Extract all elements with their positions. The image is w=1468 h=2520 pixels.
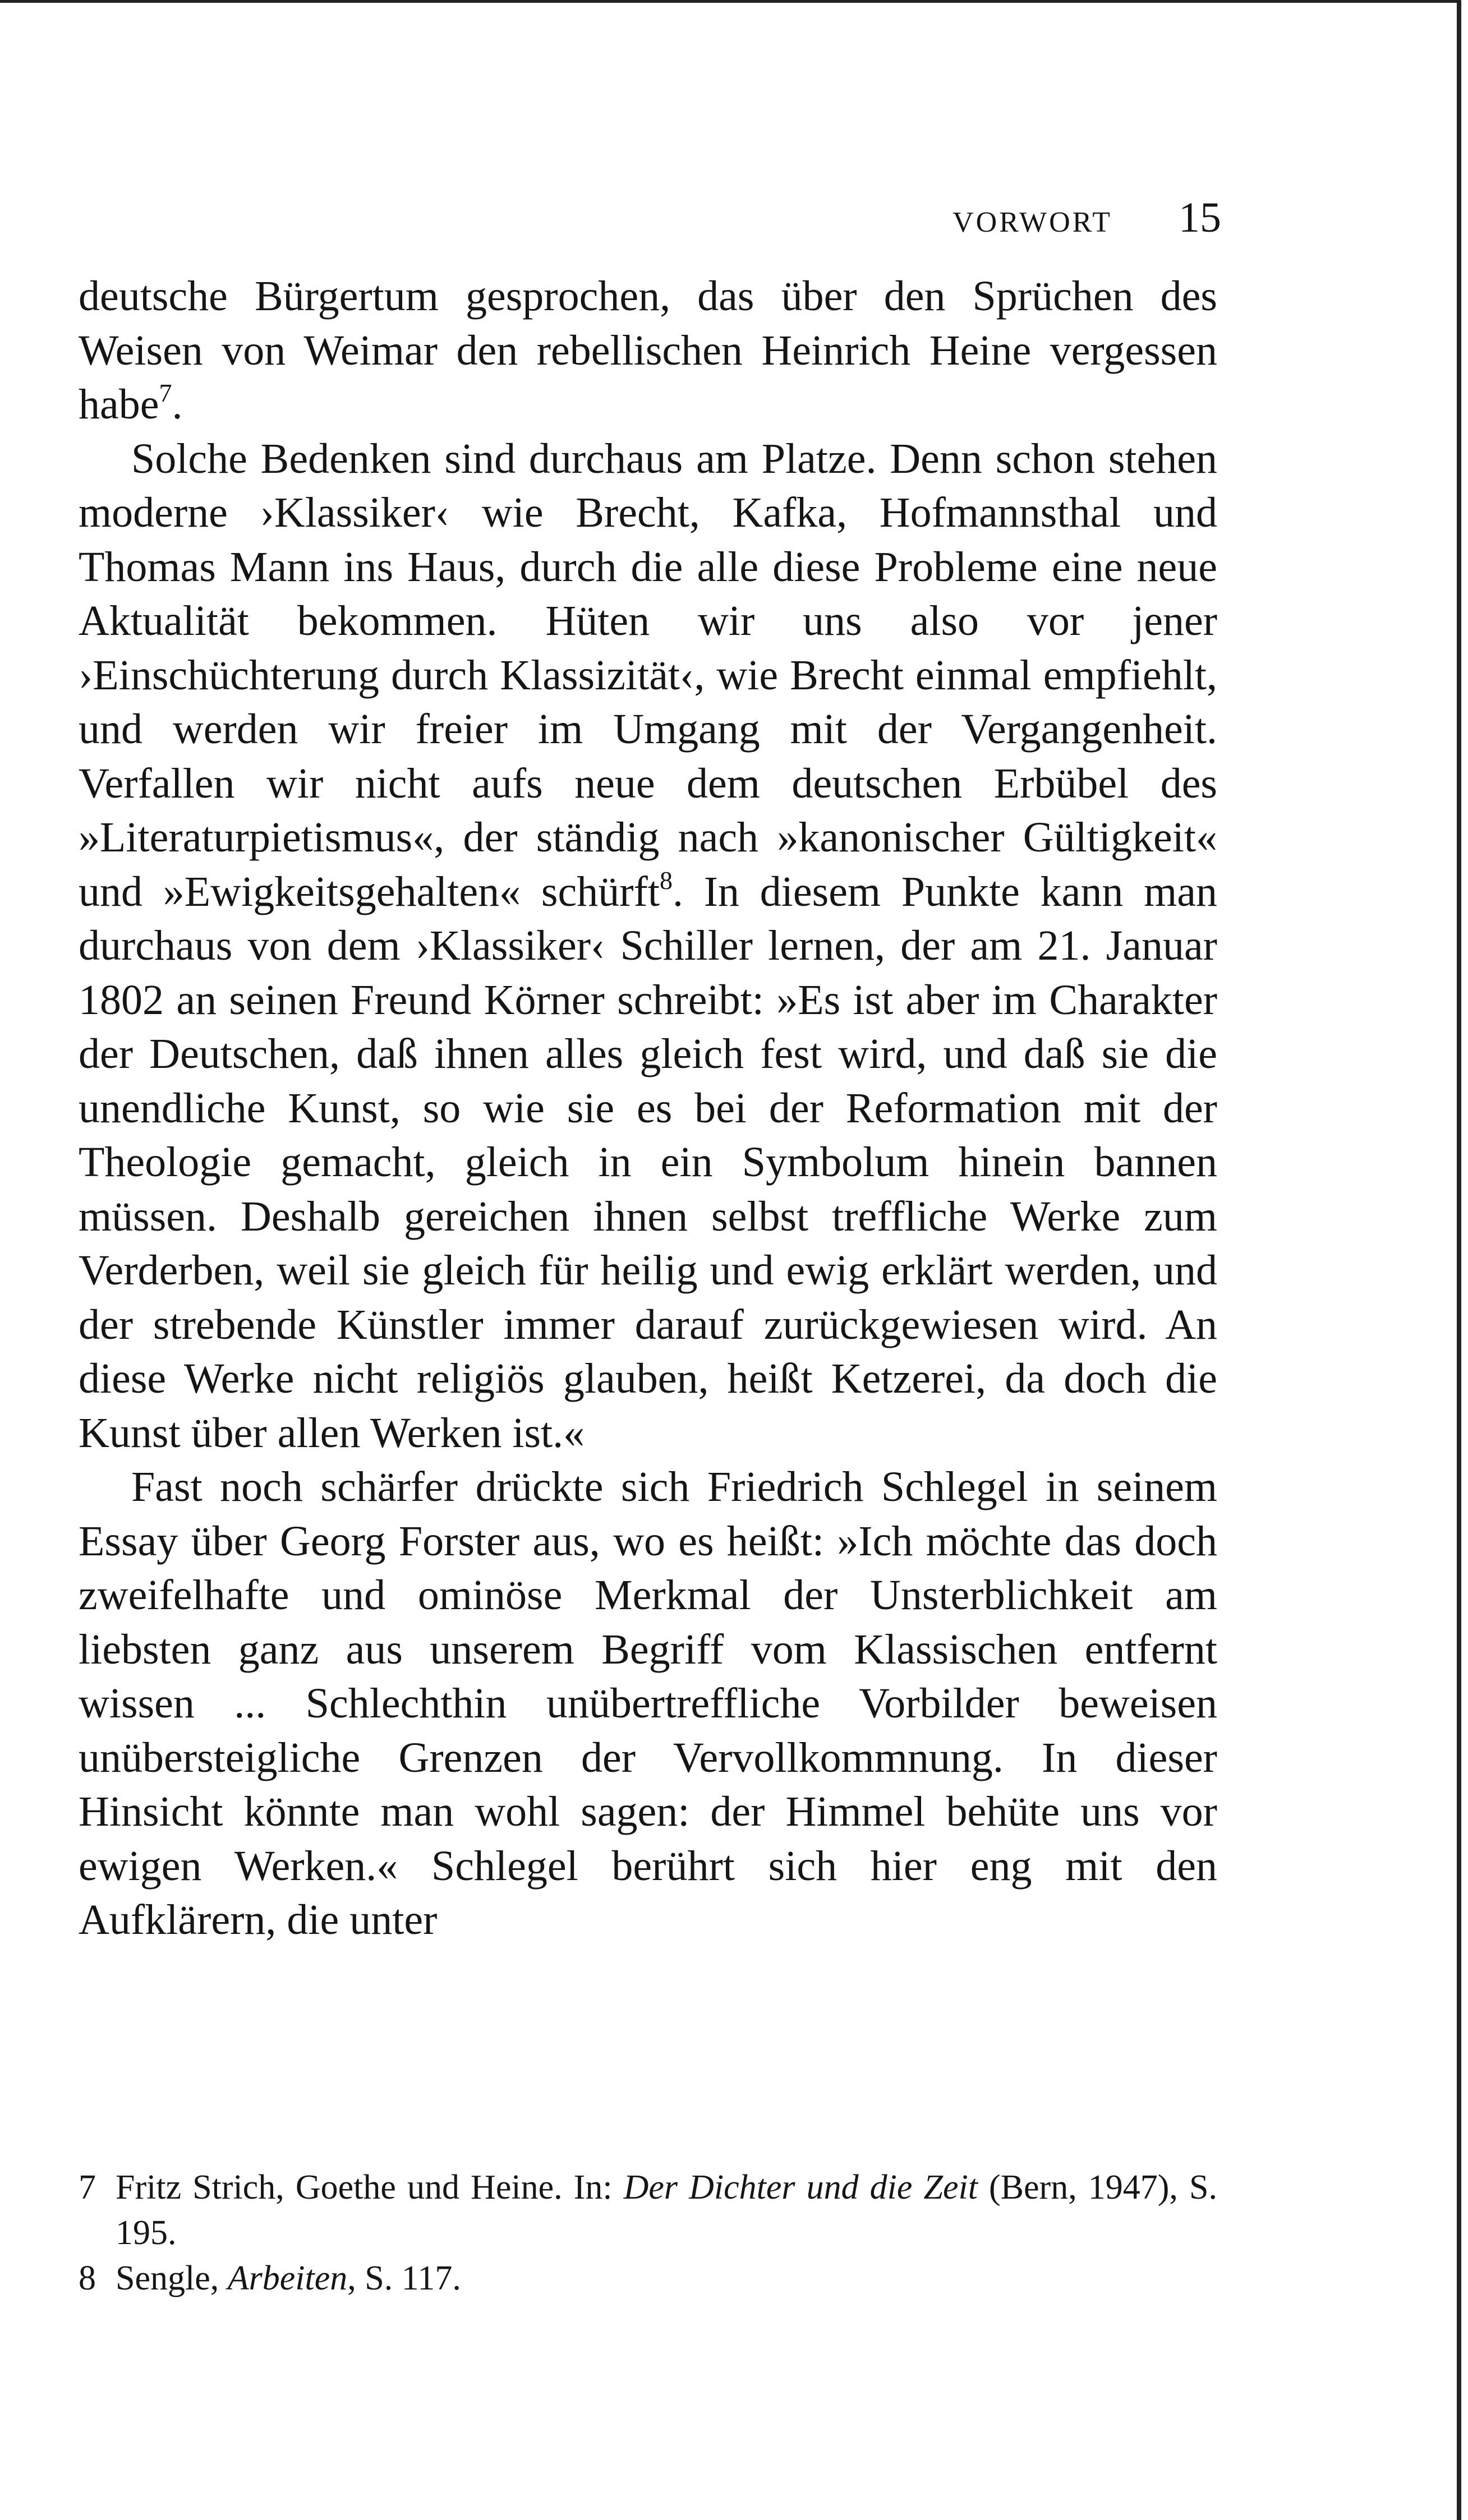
running-head [952, 194, 1221, 242]
footnote-ref-7: 7 [159, 379, 172, 407]
footnote-text: Fritz Strich, Goethe und Heine. In: [116, 2168, 624, 2206]
paragraph-1-tail: . [172, 381, 183, 428]
footnote-number: 7 [79, 2168, 96, 2206]
footnotes [79, 2165, 1217, 2301]
footnote-text-end: , S. 117. [347, 2259, 461, 2297]
paragraph-1 [79, 269, 1217, 432]
paragraph-2-text: Solche Bedenken sind durchaus am Platze. Denn schon stehen moderne ›Klassiker‹ wie Brecht, Kafka, Hofmannsthal und Thomas Mann ins Haus, durch die alle diese Probleme eine neue Aktualität bekommen. Hüten wir uns also vor jener ›Einschüchterung durch Klassizität‹, wie Brecht einmal empfiehlt, und werden wir freier im Umgang mit der Vergangenheit. Verfallen wir nicht aufs neue dem deutschen Erbübel des »Literaturpietismus«, der ständig nach »kanonischer Gültigkeit« und »Ewigkeitsgehalten« schürft [79, 435, 1217, 915]
running-title: VORWORT [952, 206, 1112, 238]
body-text [79, 269, 1217, 1947]
paragraph-1-text: deutsche Bürgertum gesprochen, das über den Sprüchen des Weisen von Weimar den rebellischen Heinrich Heine vergessen habe [79, 273, 1217, 428]
footnote-work-title: Arbeiten [227, 2259, 348, 2297]
footnote-number: 8 [79, 2259, 96, 2297]
page-number: 15 [1179, 194, 1221, 241]
paragraph-2-tail: . In diesem Punkte kann man durchaus von dem ›Klassiker‹ Schiller lernen, der am 21. Januar 1802 an seinen Freund Körner schreibt: »Es ist aber im Charakter der Deutschen, daß ihnen alles gleich fest wird, und daß sie die unendliche Kunst, so wie sie es bei der Reformation mit der Theologie gemacht, gleich in ein Symbolum hinein bannen müssen. Deshalb gereichen ihnen selbst treffliche Werke zum Verderben, weil sie gleich für heilig und ewig erklärt werden, und der strebende Künstler immer darauf zurückgewiesen wird. An diese Werke nicht religiös glauben, heißt Ketzerei, da doch die Kunst über allen Werken ist.« [79, 868, 1218, 1457]
paragraph-2 [79, 432, 1217, 1461]
footnote-7 [79, 2165, 1217, 2256]
footnote-work-title: Der Dichter und die Zeit [623, 2168, 978, 2206]
footnote-ref-8: 8 [659, 865, 673, 895]
footnote-text: Sengle, [116, 2259, 228, 2297]
footnote-text-end: (Bern, 1947), S. 195. [116, 2168, 1217, 2252]
paragraph-3-text: Fast noch schärfer drückte sich Friedrich Schlegel in seinem Essay über Georg Forster aus, wo es heißt: »Ich möchte das doch zweifelhafte und ominöse Merkmal der Unsterblichkeit am liebsten ganz aus unserem Begriff vom Klassischen entfernt wissen ... Schlechthin unübertreffliche Vorbilder beweisen unübersteigliche Grenzen der Vervollkommnung. In dieser Hinsicht könnte man wohl sagen: der Himmel behüte uns vor ewigen Werken.« Schlegel berührt sich hier eng mit den Aufklärern, die unter [79, 1463, 1217, 1943]
paragraph-3 [79, 1460, 1217, 1947]
footnote-8 [79, 2256, 1217, 2301]
